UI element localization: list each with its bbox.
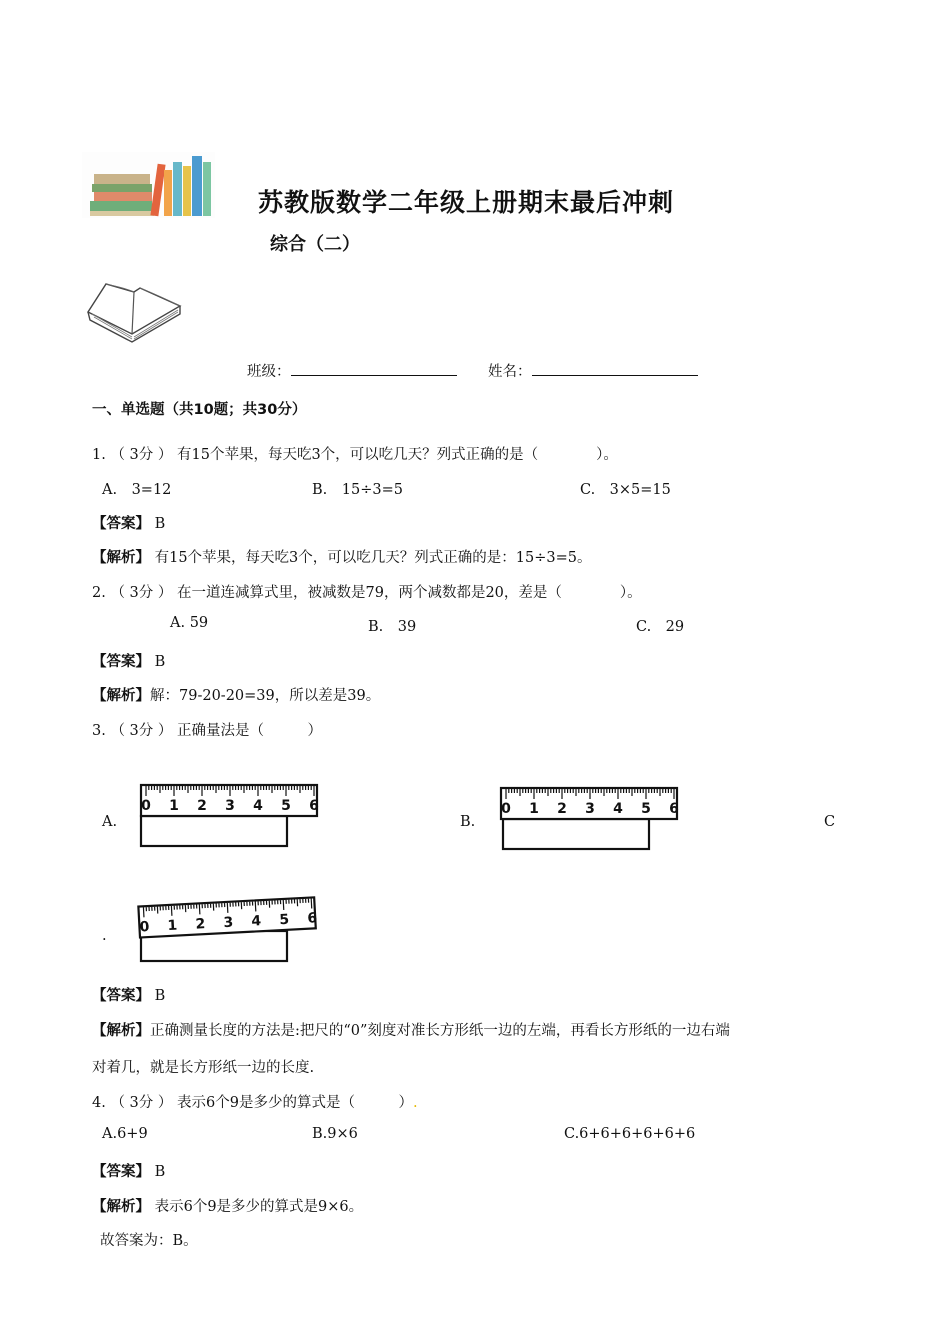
analysis-tag: 【解析】 [92, 550, 150, 566]
q1-option-a[interactable]: A. 3=12 [102, 482, 172, 498]
ruler-figure-c[interactable] [136, 896, 324, 966]
ruler-number: 6 [669, 801, 679, 817]
ruler-tick [199, 904, 200, 914]
q2-option-c[interactable]: C. 29 [636, 619, 685, 635]
answer-value: B [154, 1164, 166, 1180]
analysis-text: 解：79-20-20=39，所以差是39。 [150, 688, 381, 704]
ruler-number: 0 [501, 801, 511, 817]
ruler-number: 5 [641, 801, 651, 817]
q3-stem: 3. （ 3分 ） 正确量法是（ ） [92, 723, 322, 739]
q2-answer [92, 650, 165, 671]
q3-analysis-line2: 对着几，就是长方形纸一边的长度. [92, 1060, 315, 1076]
name-label: 姓名： [488, 364, 532, 380]
q4-option-c[interactable]: C.6+6+6+6+6+6 [564, 1126, 696, 1142]
ruler-tick [255, 901, 256, 911]
ruler-number: 2 [195, 916, 206, 933]
q3-option-a-label[interactable]: A. [102, 814, 118, 830]
ruler-number: 3 [225, 798, 235, 814]
ruler-number: 0 [139, 919, 150, 936]
open-book-icon [84, 282, 184, 344]
q4-stem-text: 4. （ 3分 ） 表示6个9是多少的算式是（ ） [92, 1095, 413, 1111]
ruler-tick [143, 907, 144, 917]
answer-tag: 【答案】 [92, 1164, 150, 1180]
q4-answer [92, 1160, 165, 1181]
q4-stem-dot: . [412, 1095, 418, 1111]
q4-option-b[interactable]: B.9×6 [312, 1126, 358, 1142]
class-field[interactable] [247, 360, 457, 381]
ruler-number: 2 [197, 798, 207, 814]
answer-value: B [154, 654, 166, 670]
ruler-tick [311, 899, 312, 909]
ruler-number: 1 [167, 917, 178, 935]
q1-option-b[interactable]: B. 15÷3=5 [312, 482, 403, 498]
ruler-number: 3 [585, 801, 595, 817]
q1-analysis [92, 546, 591, 567]
q1-option-c[interactable]: C. 3×5=15 [580, 482, 671, 498]
q4-option-a[interactable]: A.6+9 [102, 1126, 148, 1142]
q2-stem: 2. （ 3分 ） 在一道连减算式里，被减数是79，两个减数都是20，差是（ ）。 [92, 585, 642, 601]
analysis-tag: 【解析】 [92, 1199, 150, 1215]
answer-value: B [154, 988, 166, 1004]
section-heading: 一、单选题（共10题；共30分） [92, 402, 307, 418]
q2-analysis [92, 684, 380, 705]
q3-analysis-line1 [92, 1019, 730, 1040]
q4-stem [92, 1091, 418, 1112]
page-title: 苏教版数学二年级上册期末最后冲刺 [258, 188, 675, 217]
q2-option-b[interactable]: B. 39 [368, 619, 417, 635]
answer-tag: 【答案】 [92, 988, 150, 1004]
ruler-number: 1 [529, 801, 539, 817]
page-subtitle: 综合（二） [270, 234, 360, 255]
ruler-figure-a[interactable] [138, 783, 322, 849]
class-label: 班级： [247, 364, 291, 380]
answer-tag: 【答案】 [92, 516, 150, 532]
books-stack-icon [80, 152, 215, 218]
q2-option-a[interactable]: A. 59 [170, 615, 209, 631]
ruler-tick [227, 903, 228, 913]
q1-answer [92, 512, 165, 533]
answer-value: B [154, 516, 166, 532]
ruler-number: 6 [306, 910, 318, 927]
analysis-text: 有15个苹果，每天吃3个，可以吃几天？列式正确的是：15÷3=5。 [154, 550, 592, 566]
q3-answer [92, 984, 165, 1005]
ruler-number: 5 [278, 911, 290, 929]
ruler-number: 1 [169, 798, 179, 814]
q3-option-c-label[interactable]: C [824, 814, 836, 830]
ruler-number: 3 [223, 914, 234, 932]
q1-stem: 1. （ 3分 ） 有15个苹果，每天吃3个，可以吃几天？列式正确的是（ ）。 [92, 447, 618, 463]
ruler-number: 6 [309, 798, 319, 814]
name-blank[interactable] [532, 361, 698, 376]
q4-analysis [92, 1195, 363, 1216]
answer-tag: 【答案】 [92, 654, 150, 670]
ruler-tick [283, 900, 284, 910]
ruler-figure-b[interactable] [498, 786, 682, 852]
analysis-text: 正确测量长度的方法是:把尺的“0”刻度对准长方形纸一边的左端，再看长方形纸的一边右端 [150, 1023, 730, 1039]
analysis-text: 表示6个9是多少的算式是9×6。 [154, 1199, 364, 1215]
analysis-tag: 【解析】 [92, 688, 150, 704]
ruler-number: 4 [253, 798, 263, 814]
q3-option-b-label[interactable]: B. [460, 814, 476, 830]
name-field[interactable] [488, 360, 698, 381]
class-blank[interactable] [291, 361, 457, 376]
ruler-tick [171, 906, 172, 916]
q4-conclusion: 故答案为：B。 [100, 1233, 198, 1249]
ruler-number: 4 [613, 801, 623, 817]
ruler-number: 5 [281, 798, 291, 814]
ruler-number: 0 [141, 798, 151, 814]
ruler-number: 4 [251, 913, 262, 930]
q3-option-c-dot: . [102, 928, 107, 944]
analysis-tag: 【解析】 [92, 1023, 150, 1039]
ruler-number: 2 [557, 801, 567, 817]
